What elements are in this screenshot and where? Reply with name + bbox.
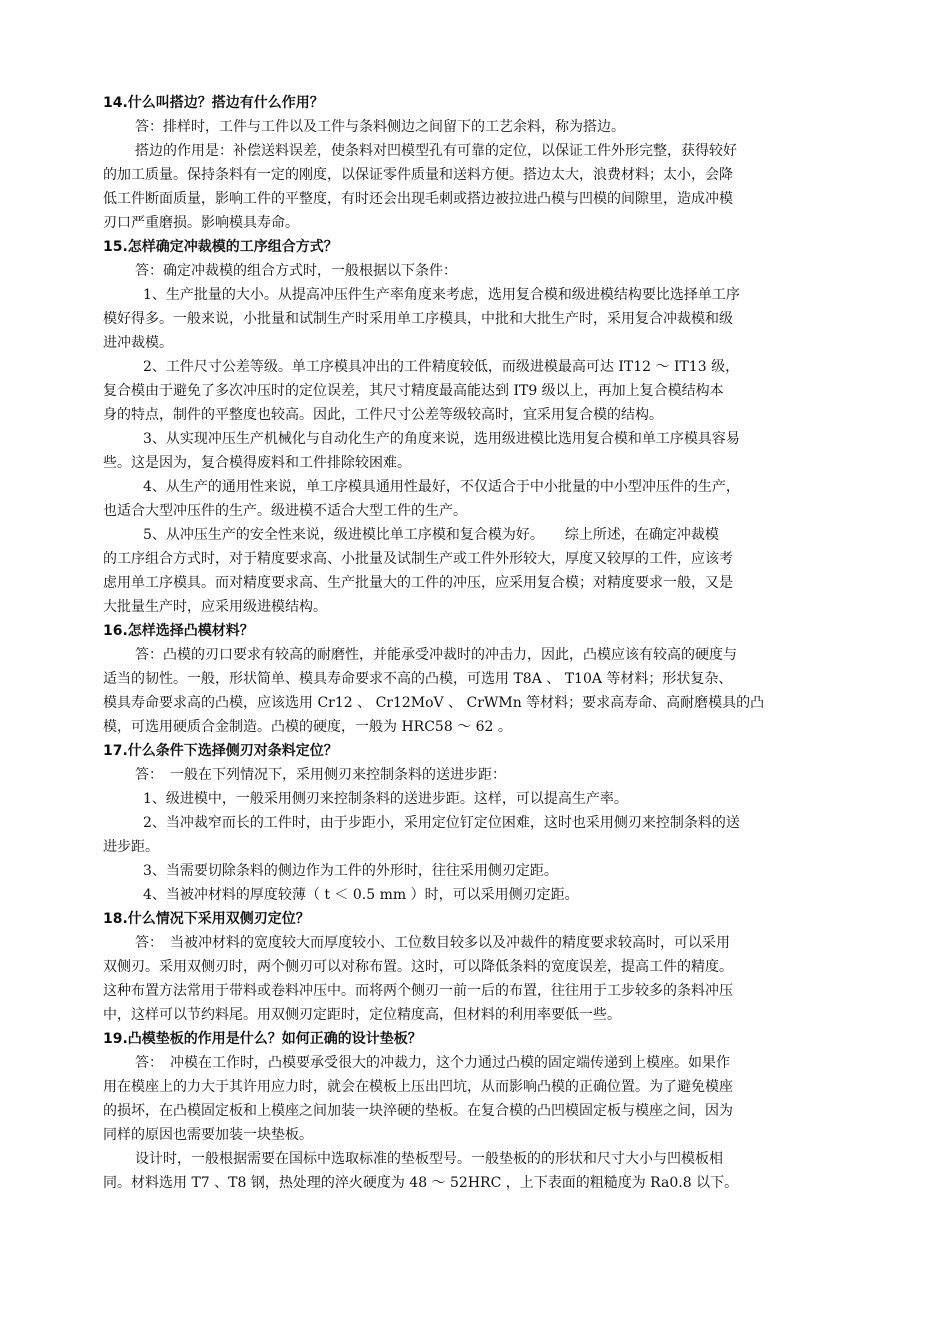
question-heading: 15.怎样确定冲裁模的工序组合方式？ [103, 239, 338, 255]
paragraph-line: 用在模座上的力大于其许用应力时，就会在模板上压出凹坑，从而影响凸模的正确位置。为了避免模座 [103, 1079, 733, 1095]
question-heading: 19.凸模垫板的作用是什么？如何正确的设计垫板？ [103, 1031, 422, 1047]
document-body [103, 91, 858, 1195]
question-heading: 17.什么条件下选择侧刃对条料定位？ [103, 743, 338, 759]
paragraph-line: 的加工质量。保持条料有一定的刚度，以保证零件质量和送料方便。搭边太大，浪费材料；太小，会降 [103, 167, 733, 183]
list-item-line: 5、从冲压生产的安全性来说，级进模比单工序模和复合模为好。 综上所述，在确定冲裁模 [143, 527, 719, 543]
list-item-line: 4、从生产的通用性来说，单工序模具通用性最好，不仅适合于中小批量的中小型冲压件的生产， [143, 479, 740, 495]
answer-line: 答：排样时，工件与工件以及工件与条料侧边之间留下的工艺余料，称为搭边。 [135, 119, 625, 135]
list-item-line: 3、从实现冲压生产机械化与自动化生产的角度来说，选用级进模比选用复合模和单工序模具容易 [143, 431, 740, 447]
list-item-line: 2、工件尺寸公差等级。单工序模具冲出的工件精度较低，而级进模最高可达 IT12 ～ IT13 级， [143, 359, 740, 375]
question-heading: 18.什么情况下采用双侧刃定位？ [103, 911, 310, 927]
paragraph-line: 大批量生产时，应采用级进模结构。 [103, 599, 327, 615]
paragraph-line: 模好得多。一般来说，小批量和试制生产时采用单工序模具，中批和大批生产时，采用复合冲裁模和级 [103, 311, 733, 327]
paragraph-line: 刃口严重磨损。影响模具寿命。 [103, 215, 299, 231]
paragraph-line: 这种布置方法常用于带料或卷料冲压中。而将两个侧刃一前一后的布置，往往用于工步较多的条料冲压 [103, 983, 733, 999]
paragraph-line: 身的特点，制件的平整度也较高。因此，工件尺寸公差等级较高时，宜采用复合模的结构。 [103, 407, 663, 423]
list-item-line: 1、生产批量的大小。从提高冲压件生产率角度来考虑，选用复合模和级进模结构要比选择单工序 [143, 287, 740, 303]
answer-line: 答： 冲模在工作时，凸模要承受很大的冲裁力，这个力通过凸模的固定端传递到上模座。如果作 [135, 1055, 730, 1071]
paragraph-line: 也适合大型冲压件的生产。级进模不适合大型工件的生产。 [103, 503, 467, 519]
paragraph-line: 些。这是因为，复合模得废料和工件排除较困难。 [103, 455, 411, 471]
paragraph-line: 同样的原因也需要加装一块垫板。 [103, 1127, 313, 1143]
paragraph-line: 设计时，一般根据需要在国标中选取标准的垫板型号。一般垫板的的形状和尺寸大小与凹模板相 [135, 1151, 723, 1167]
answer-line: 答：确定冲裁模的组合方式时，一般根据以下条件： [135, 263, 457, 279]
answer-line: 答： 当被冲材料的宽度较大而厚度较小、工位数目较多以及冲裁件的精度要求较高时，可以采用 [135, 935, 730, 951]
list-item-line: 2、当冲裁窄而长的工件时，由于步距小，采用定位钉定位困难，这时也采用侧刃来控制条料的送 [143, 815, 740, 831]
paragraph-line: 复合模由于避免了多次冲压时的定位误差，其尺寸精度最高能达到 IT9 级以上，再加上复合模结构本 [103, 383, 724, 399]
question-heading: 14.什么叫搭边？搭边有什么作用？ [103, 95, 324, 111]
paragraph-line: 虑用单工序模具。而对精度要求高、生产批量大的工件的冲压，应采用复合模；对精度要求一般，又是 [103, 575, 733, 591]
list-item-line: 4、当被冲材料的厚度较薄（ t ＜ 0.5 mm ）时，可以采用侧刃定距。 [143, 887, 579, 903]
paragraph-line: 低工件断面质量，影响工件的平整度，有时还会出现毛刺或搭边被拉进凸模与凹模的间隙里，造成冲模 [103, 191, 733, 207]
paragraph-line: 同。材料选用 T7 、T8 钢，热处理的淬火硬度为 48 ～ 52HRC ，上下表面的粗糙度为 Ra0.8 以下。 [103, 1175, 739, 1191]
paragraph-line: 中，这样可以节约料尾。用双侧刃定距时，定位精度高，但材料的利用率要低一些。 [103, 1007, 621, 1023]
question-heading: 16.怎样选择凸模材料？ [103, 623, 254, 639]
paragraph-line: 进步距。 [103, 839, 159, 855]
paragraph-line: 搭边的作用是：补偿送料误差，使条料对凹模型孔有可靠的定位，以保证工件外形完整，获得较好 [135, 143, 737, 159]
list-item-line: 1、级进模中，一般采用侧刃来控制条料的送进步距。这样，可以提高生产率。 [143, 791, 628, 807]
paragraph-line: 模，可选用硬质合金制造。凸模的硬度，一般为 HRC58 ～ 62 。 [103, 719, 512, 735]
answer-line: 答：凸模的刃口要求有较高的耐磨性，并能承受冲裁时的冲击力，因此，凸模应该有较高的硬度与 [135, 647, 737, 663]
answer-line: 答： 一般在下列情况下，采用侧刃来控制条料的送进步距： [135, 767, 506, 783]
paragraph-line: 双侧刃。采用双侧刃时，两个侧刃可以对称布置。这时，可以降低条料的宽度误差，提高工件的精度。 [103, 959, 733, 975]
paragraph-line: 的工序组合方式时，对于精度要求高、小批量及试制生产或工件外形较大，厚度又较厚的工件，应该考 [103, 551, 733, 567]
paragraph-line: 进冲裁模。 [103, 335, 173, 351]
paragraph-line: 模具寿命要求高的凸模，应该选用 Cr12 、 Cr12MoV 、 CrWMn 等材料；要求高寿命、高耐磨模具的凸 [103, 695, 765, 711]
paragraph-line: 适当的韧性。一般，形状简单、模具寿命要求不高的凸模，可选用 T8A 、 T10A 等材料；形状复杂、 [103, 671, 733, 687]
paragraph-line: 的损坏，在凸模固定板和上模座之间加装一块淬硬的垫板。在复合模的凸凹模固定板与模座之间，因为 [103, 1103, 733, 1119]
list-item-line: 3、当需要切除条料的侧边作为工件的外形时，往往采用侧刃定距。 [143, 863, 558, 879]
